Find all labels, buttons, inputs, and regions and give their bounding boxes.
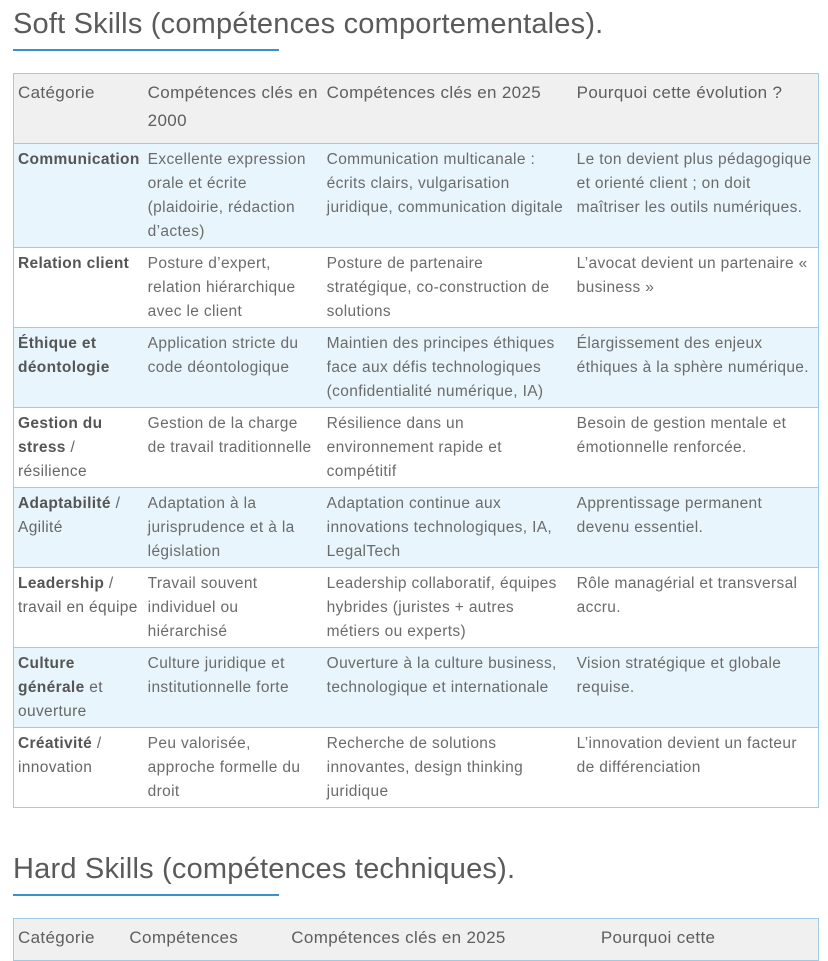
header-skills-2025: Compétences clés en 2025 [323, 74, 573, 144]
row-skills-2025: Leadership collaboratif, équipes hybrides (juristes + autres métiers ou experts) [323, 568, 573, 648]
row-category: Créativité / innovation [14, 728, 144, 808]
row-skills-2025: Maintien des principes éthiques face aux défis technologiques (confidentialité numérique, IA) [323, 328, 573, 408]
table-row [14, 488, 819, 568]
row-why: Rôle managérial et transversal accru. [573, 568, 819, 648]
row-skills-2025: Ouverture à la culture business, technologique et internationale [323, 648, 573, 728]
header-skills-2000: Compétences clés en 2000 [144, 74, 323, 144]
row-skills-2000: Posture d’expert, relation hiérarchique avec le client [144, 248, 323, 328]
row-why: Apprentissage permanent devenu essentiel. [573, 488, 819, 568]
table-row [14, 408, 819, 488]
row-skills-2000: Adaptation à la jurisprudence et à la législation [144, 488, 323, 568]
row-skills-2000: Peu valorisée, approche formelle du droit [144, 728, 323, 808]
table-header-row [14, 74, 819, 144]
row-why: L’innovation devient un facteur de différenciation [573, 728, 819, 808]
row-skills-2000: Application stricte du code déontologique [144, 328, 323, 408]
header-category: Catégorie [14, 74, 144, 144]
hard-skills-table [13, 918, 819, 961]
row-skills-2000: Travail souvent individuel ou hiérarchisé [144, 568, 323, 648]
title-underline [13, 894, 279, 896]
row-skills-2025: Communication multicanale : écrits clairs, vulgarisation juridique, communication digitale [323, 144, 573, 248]
table-row [14, 144, 819, 248]
row-category: Gestion du stress / résilience [14, 408, 144, 488]
header-skills-2000: Compétences [125, 919, 287, 961]
row-category: Éthique et déontologie [14, 328, 144, 408]
table-header-row [14, 919, 819, 961]
row-category: Communication [14, 144, 144, 248]
table-row [14, 568, 819, 648]
soft-skills-title: Soft Skills (compétences comportementales). [13, 8, 604, 40]
row-category: Leadership / travail en équipe [14, 568, 144, 648]
row-skills-2000: Gestion de la charge de travail traditionnelle [144, 408, 323, 488]
row-why: Le ton devient plus pédagogique et orienté client ; on doit maîtriser les outils numériques. [573, 144, 819, 248]
title-underline [13, 49, 279, 51]
row-why: Besoin de gestion mentale et émotionnelle renforcée. [573, 408, 819, 488]
row-category: Culture générale et ouverture [14, 648, 144, 728]
row-skills-2025: Adaptation continue aux innovations technologiques, IA, LegalTech [323, 488, 573, 568]
table-row [14, 728, 819, 808]
header-why: Pourquoi cette évolution ? [573, 74, 819, 144]
row-why: L’avocat devient un partenaire « business » [573, 248, 819, 328]
row-category: Relation client [14, 248, 144, 328]
header-skills-2025: Compétences clés en 2025 [287, 919, 597, 961]
row-why: Élargissement des enjeux éthiques à la sphère numérique. [573, 328, 819, 408]
header-why: Pourquoi cette [597, 919, 819, 961]
row-skills-2025: Posture de partenaire stratégique, co-construction de solutions [323, 248, 573, 328]
row-why: Vision stratégique et globale requise. [573, 648, 819, 728]
header-category: Catégorie [14, 919, 126, 961]
row-skills-2000: Excellente expression orale et écrite (plaidoirie, rédaction d’actes) [144, 144, 323, 248]
soft-skills-table [13, 73, 819, 808]
row-skills-2025: Recherche de solutions innovantes, design thinking juridique [323, 728, 573, 808]
table-row [14, 328, 819, 408]
table-row [14, 248, 819, 328]
row-skills-2000: Culture juridique et institutionnelle forte [144, 648, 323, 728]
row-category: Adaptabilité / Agilité [14, 488, 144, 568]
row-skills-2025: Résilience dans un environnement rapide et compétitif [323, 408, 573, 488]
hard-skills-title: Hard Skills (compétences techniques). [13, 853, 516, 885]
table-row [14, 648, 819, 728]
